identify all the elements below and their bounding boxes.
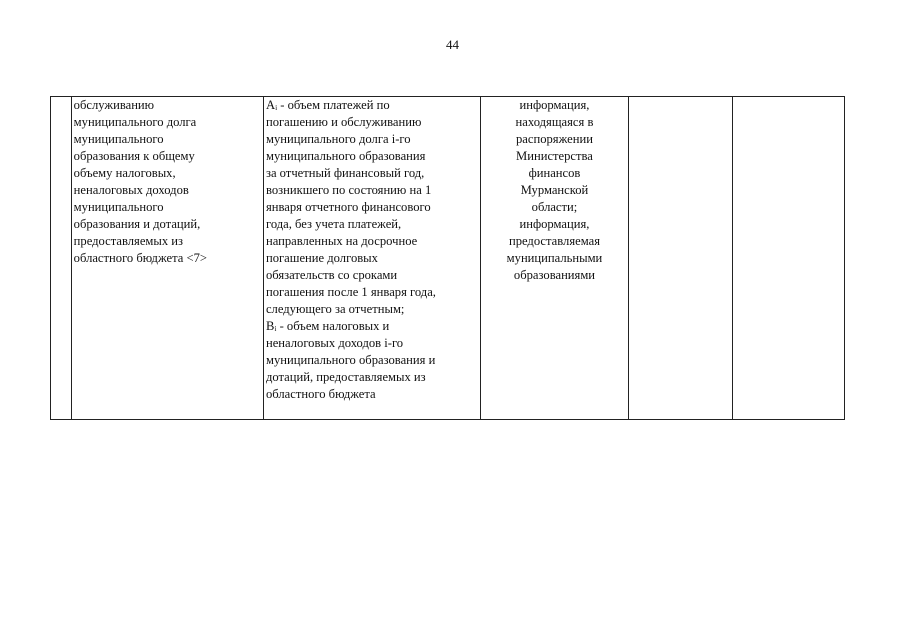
table-cell-data-source [481, 97, 629, 420]
data-source-text: информация, находящаяся в распоряжении Министерства финансов Мурманской области; информация, предоставляемая муниципальными образованиями [506, 98, 603, 282]
indicator-table [50, 96, 845, 420]
indicator-name-text: обслуживанию муниципального долга муниципального образования к общему объему налоговых, неналоговых доходов муниципального образования и дотаций, предоставляемых из областного бюджета <7> [73, 98, 207, 265]
table-cell-formula-description [263, 97, 480, 420]
table-cell-indicator-name [71, 97, 263, 420]
page-number: 44 [446, 37, 459, 52]
table-cell-empty-2 [733, 97, 845, 420]
table-cell-number [51, 97, 72, 420]
table-cell-empty-1 [628, 97, 732, 420]
formula-description-text: Aᵢ - объем платежей по погашению и обслуживанию муниципального долга i-го муниципального образования за отчетный финансовый год, возникшего по состоянию на 1 января отчетного финансового года, без учета платежей, направленных на досрочное погашение долговых обязательств со сроками погашения после 1 января года, следующего за отчетным; Bᵢ - объем налоговых и неналоговых доходов i-го муниципального образования и дотаций, предоставляемых из областного бюджета [265, 98, 436, 401]
table-row [51, 97, 845, 420]
